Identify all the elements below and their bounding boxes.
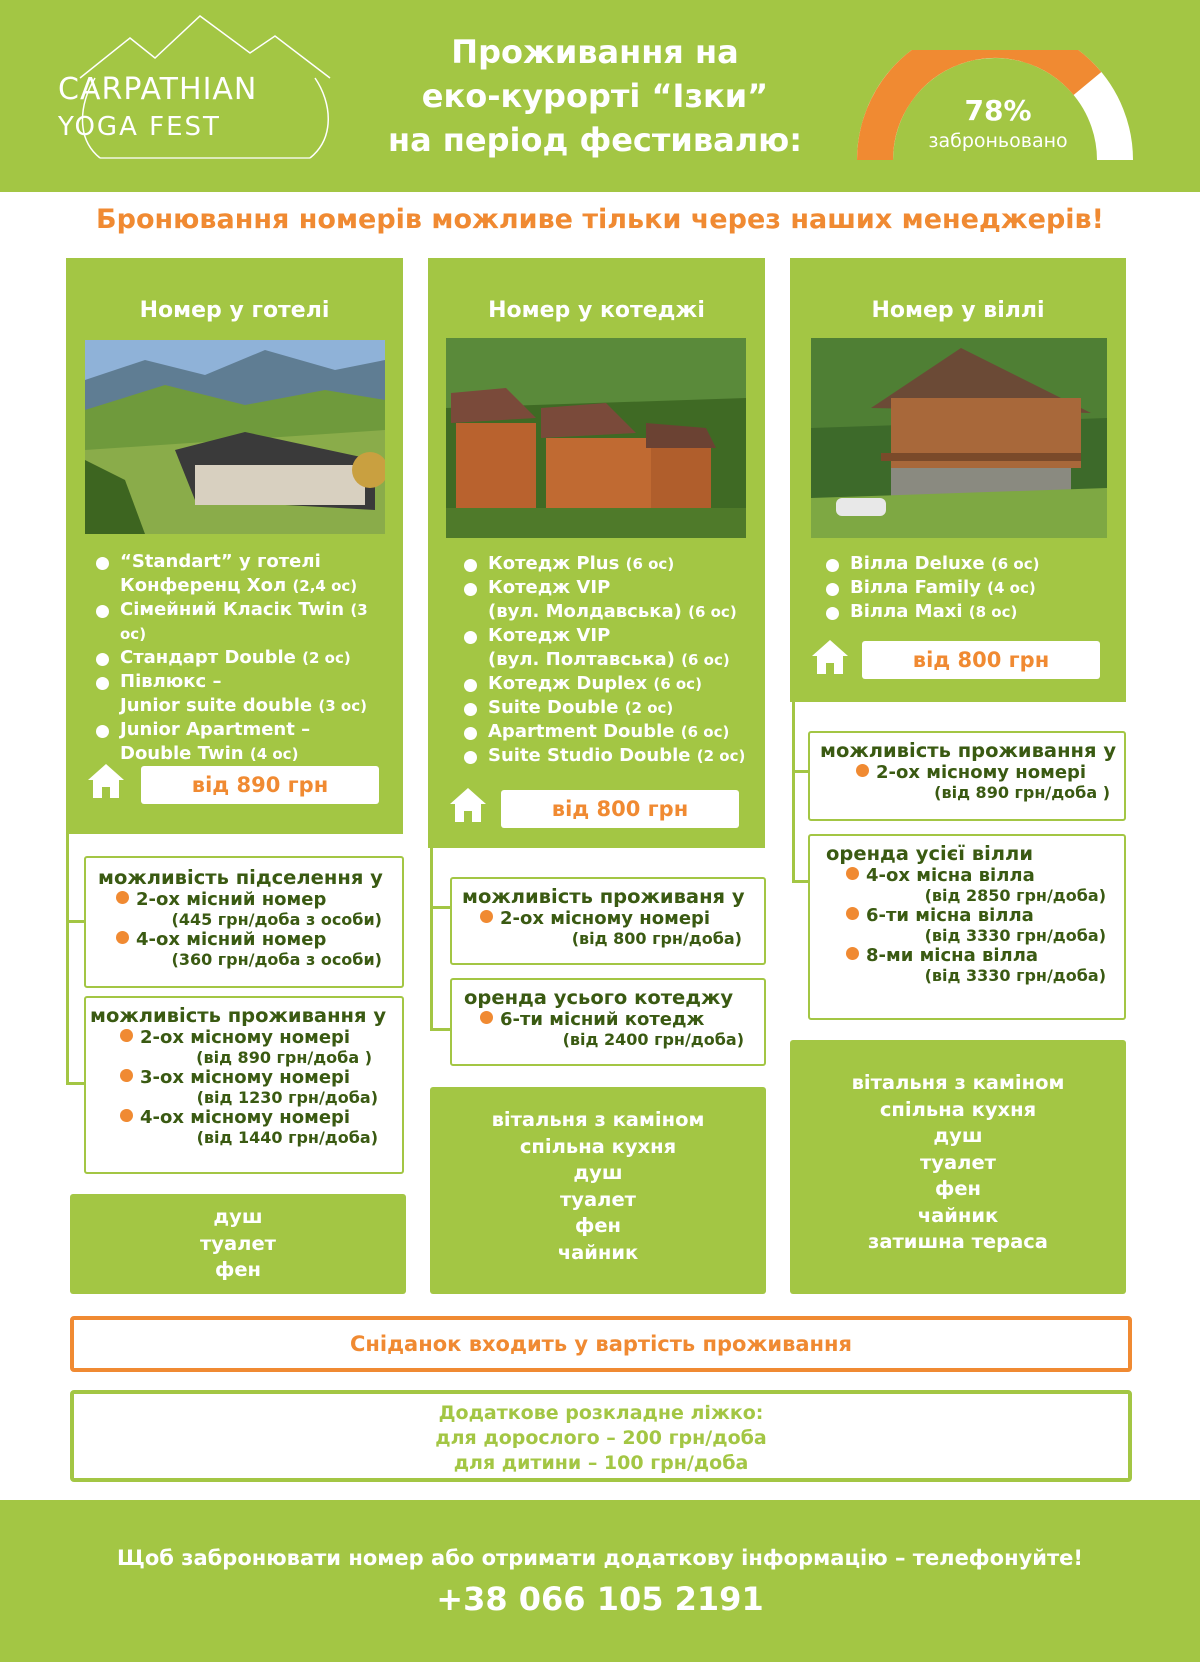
- room-capacity: (6 ос): [990, 555, 1040, 573]
- list-item: [464, 600, 764, 624]
- amenity: фен: [214, 1258, 262, 1281]
- option-item: [462, 908, 764, 929]
- list-item: [826, 552, 1116, 576]
- villa-amenities: [790, 1040, 1126, 1294]
- option-title: можливість підселення у: [98, 866, 383, 889]
- room-name: Котедж Plus: [488, 553, 620, 574]
- bullet-dot: [116, 891, 129, 904]
- room-name: Вілла Maxi: [850, 601, 963, 622]
- list-item: [464, 648, 764, 672]
- room-name: Сімейний Класік Twin: [120, 599, 345, 620]
- cottage-card: [428, 258, 765, 848]
- option-label: 2-ох місному номері: [876, 762, 1087, 783]
- option-label: 4-ох місна вілла: [866, 865, 1035, 886]
- option-item: [826, 865, 1124, 886]
- hotel-connector: [66, 834, 69, 1084]
- bullet-dot: [846, 867, 859, 880]
- option-label: 2-ох місному номері: [140, 1027, 351, 1048]
- cottage-photo: [446, 338, 746, 538]
- hotel-photo: [85, 340, 385, 534]
- cottage-amenities: [430, 1087, 766, 1294]
- hotel-connector-h2: [66, 1082, 86, 1085]
- amenity: фен: [934, 1177, 982, 1200]
- option-price: (від 2850 грн/доба): [924, 886, 1106, 905]
- phone-number[interactable]: +38 066 105 2191: [436, 1580, 764, 1618]
- bullet-dot: [856, 764, 869, 777]
- room-capacity: (2 ос): [302, 649, 351, 667]
- hotel-price: від 890 грн: [141, 766, 379, 804]
- title-line3: на період фестивалю:: [387, 121, 803, 159]
- option-title: оренда усього котеджу: [464, 986, 734, 1009]
- room-name-cont: Double Twin: [120, 743, 244, 764]
- amenity: затишна тераса: [868, 1230, 1048, 1253]
- amenity: фен: [574, 1214, 622, 1237]
- bullet-dot: [120, 1069, 133, 1082]
- title-line1: Проживання на: [451, 33, 739, 71]
- room-name: Вілла Deluxe: [850, 553, 985, 574]
- room-capacity: (2 ос): [696, 747, 746, 765]
- list-item: [826, 600, 1116, 624]
- extra-bed-info: [70, 1390, 1132, 1482]
- logo-line2: YOGA FEST: [58, 112, 221, 142]
- room-capacity: (4 ос): [987, 579, 1036, 597]
- room-name: “Standart” у готелі: [120, 551, 321, 572]
- option-label: 4-ох місний номер: [136, 929, 327, 950]
- option-item: [826, 905, 1124, 926]
- option-label: 6-ти місна вілла: [866, 905, 1034, 926]
- list-item: [826, 576, 1116, 600]
- villa-option-stay: [808, 731, 1126, 821]
- option-label: 2-ох місний номер: [136, 889, 327, 910]
- list-item: [96, 742, 396, 766]
- option-item: [90, 1027, 402, 1048]
- cottage-room-list: [464, 552, 764, 768]
- amenity: туалет: [560, 1187, 636, 1211]
- option-price: (360 грн/доба з особи): [171, 950, 382, 969]
- room-capacity: (2 ос): [624, 699, 674, 717]
- villa-option-rent: [808, 834, 1126, 1020]
- room-name: Котедж VIP: [488, 625, 611, 646]
- list-item: [464, 552, 764, 576]
- option-label: 4-ох місному номері: [140, 1107, 351, 1128]
- option-item: [98, 929, 402, 950]
- bullet-dot: [846, 907, 859, 920]
- option-price: (від 2400 грн/доба): [562, 1030, 744, 1049]
- footer-text: Щоб забронювати номер або отримати додаткову інформацію – телефонуйте!: [117, 1546, 1083, 1570]
- cottage-option-stay: [450, 877, 766, 965]
- amenity: спільна кухня: [879, 1097, 1037, 1121]
- cottage-option-rent: [450, 978, 766, 1066]
- list-item: [464, 744, 764, 768]
- hotel-option-share: [84, 856, 404, 988]
- room-capacity: (8 ос): [968, 603, 1018, 621]
- room-capacity: (2,4 ос): [292, 577, 358, 595]
- villa-card-title: Номер у віллі: [871, 298, 1045, 323]
- bullet-dot: [116, 931, 129, 944]
- room-capacity: (3 ос): [318, 697, 367, 715]
- booking-notice: Бронювання номерів можливе тільки через наших менеджерів!: [96, 204, 1104, 235]
- amenity: туалет: [920, 1150, 996, 1174]
- room-name-cont: (вул. Полтавська): [488, 649, 675, 670]
- list-item: [96, 694, 396, 718]
- list-item: [96, 598, 396, 646]
- room-name: Стандарт Double: [120, 647, 296, 668]
- option-title: оренда усієї вілли: [826, 842, 1033, 865]
- option-title: можливість проживання у: [90, 1004, 387, 1027]
- option-price: (від 800 грн/доба): [571, 929, 742, 948]
- room-name: Котедж VIP: [488, 577, 611, 598]
- room-name: Junior Apartment –: [120, 719, 311, 740]
- list-item: [464, 624, 764, 648]
- villa-card: [790, 258, 1126, 702]
- option-item: [90, 1067, 402, 1088]
- hotel-option-stay: [84, 996, 404, 1174]
- option-item: [464, 1009, 764, 1030]
- cottage-price: від 800 грн: [501, 790, 739, 828]
- option-price: (від 890 грн/доба ): [196, 1048, 372, 1067]
- amenity: душ: [573, 1161, 623, 1184]
- page-title: [370, 30, 820, 162]
- footer: [0, 1500, 1200, 1662]
- hotel-amenities: [70, 1194, 406, 1294]
- list-item: [464, 576, 764, 600]
- option-price: (від 890 грн/доба ): [934, 783, 1110, 802]
- room-capacity: (3 ос): [120, 601, 368, 643]
- amenity: туалет: [200, 1231, 276, 1255]
- option-title: можливість проживаня у: [462, 885, 745, 908]
- list-item: [464, 696, 764, 720]
- room-name: Котедж Duplex: [488, 673, 648, 694]
- amenity: спільна кухня: [519, 1134, 677, 1158]
- room-capacity: (6 ос): [625, 555, 675, 573]
- gauge-caption: заброньовано: [928, 130, 1068, 152]
- extra-bed-child: для дитини – 100 грн/доба: [453, 1452, 749, 1474]
- option-label: 3-ох місному номері: [140, 1067, 351, 1088]
- option-item: [826, 945, 1124, 966]
- list-item: [96, 718, 396, 742]
- cottage-connector: [430, 848, 433, 1030]
- header-banner: [0, 0, 1200, 192]
- option-label: 8-ми місна вілла: [866, 945, 1039, 966]
- list-item: [96, 574, 396, 598]
- list-item: [96, 646, 396, 670]
- room-name-cont: (вул. Молдавська): [488, 601, 682, 622]
- extra-bed-adult: для дорослого – 200 грн/доба: [435, 1427, 767, 1449]
- house-icon: [448, 786, 488, 824]
- room-name: Suite Double: [488, 697, 619, 718]
- amenity: душ: [213, 1205, 263, 1228]
- bullet-dot: [480, 910, 493, 923]
- room-capacity: (4 ос): [249, 745, 299, 763]
- bullet-dot: [120, 1029, 133, 1042]
- option-label: 6-ти місний котедж: [500, 1009, 705, 1030]
- option-price: (від 1230 грн/доба): [196, 1088, 378, 1107]
- villa-connector: [792, 702, 795, 882]
- list-item: [464, 672, 764, 696]
- house-icon: [86, 762, 126, 800]
- list-item: [96, 670, 396, 694]
- hotel-connector-h1: [66, 920, 86, 923]
- villa-room-list: [826, 552, 1116, 624]
- amenity: чайник: [557, 1240, 639, 1264]
- option-item: [90, 1107, 402, 1128]
- logo-line1: CARPATHIAN: [58, 72, 258, 107]
- list-item: [96, 550, 396, 574]
- option-item: [820, 762, 1124, 783]
- list-item: [464, 720, 764, 744]
- title-line2: еко-курорті “Ізки”: [421, 77, 769, 115]
- villa-price: від 800 грн: [862, 641, 1100, 679]
- hotel-room-list: [96, 550, 396, 766]
- option-label: 2-ох місному номері: [500, 908, 711, 929]
- room-name-cont: Конференц Хол: [120, 575, 287, 596]
- cottage-connector-h2: [430, 1028, 452, 1031]
- option-price: (445 грн/доба з особи): [171, 910, 382, 929]
- extra-bed-title: Додаткове розкладне ліжко:: [438, 1402, 764, 1424]
- room-capacity: (6 ос): [680, 723, 730, 741]
- villa-photo: [811, 338, 1107, 538]
- gauge-percent: 78%: [964, 94, 1032, 127]
- hotel-card-title: Номер у готелі: [139, 298, 330, 323]
- amenity: душ: [933, 1124, 983, 1147]
- option-title: можливість проживання у: [820, 739, 1117, 762]
- option-price: (від 3330 грн/доба): [924, 966, 1106, 985]
- option-price: (від 1440 грн/доба): [196, 1128, 378, 1147]
- cottage-card-title: Номер у котеджі: [488, 298, 705, 323]
- amenity: вітальня з каміном: [491, 1108, 705, 1131]
- room-name-cont: Junior suite double: [120, 695, 313, 716]
- room-name: Apartment Double: [488, 721, 675, 742]
- bullet-dot: [846, 947, 859, 960]
- amenity: вітальня з каміном: [851, 1071, 1065, 1094]
- option-item: [98, 889, 402, 910]
- cottage-connector-h1: [430, 906, 452, 909]
- breakfast-notice: Сніданок входить у вартість проживання: [70, 1316, 1132, 1372]
- room-name: Suite Studio Double: [488, 745, 691, 766]
- room-capacity: (6 ос): [653, 675, 702, 693]
- bullet-dot: [120, 1109, 133, 1122]
- house-icon: [810, 638, 850, 676]
- amenity: чайник: [917, 1203, 999, 1227]
- room-name: Вілла Family: [850, 577, 981, 598]
- bullet-dot: [480, 1011, 493, 1024]
- hotel-card: [66, 258, 403, 834]
- room-capacity: (6 ос): [688, 603, 737, 621]
- room-capacity: (6 ос): [681, 651, 730, 669]
- option-price: (від 3330 грн/доба): [924, 926, 1106, 945]
- room-name: Півлюкс –: [120, 671, 222, 692]
